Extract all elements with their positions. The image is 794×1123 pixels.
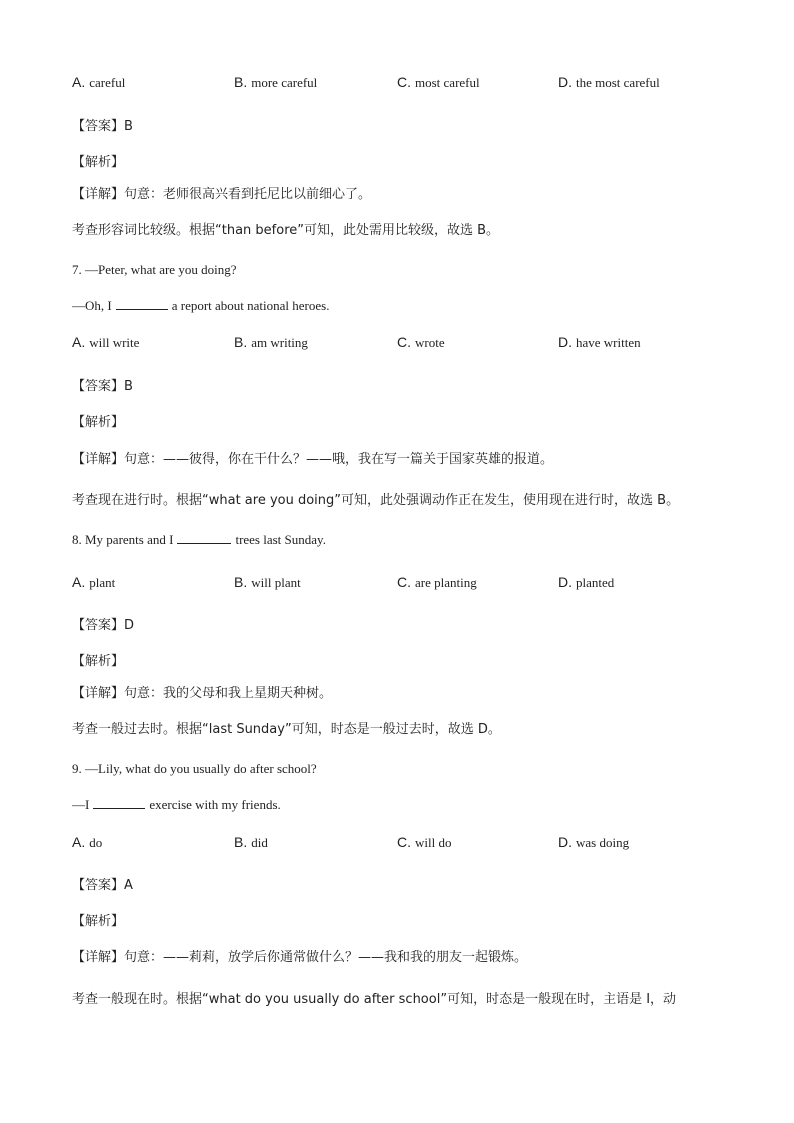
q9-answer: 【答案】A: [72, 878, 133, 893]
q9-option-a: A. do: [72, 834, 103, 850]
q6-answer: 【答案】B: [72, 119, 133, 134]
q7-option-b: B. am writing: [234, 334, 308, 350]
q6-explanation: 考查形容词比较级。根据“than before”可知，此处需用比较级，故选 B。: [72, 223, 500, 238]
q7-option-a: A. will write: [72, 334, 140, 350]
q8-analysis-label: 【解析】: [72, 654, 125, 669]
q6-option-a: A. careful: [72, 74, 126, 90]
q7-option-c: C. wrote: [397, 334, 445, 350]
q7-stem-line2: —Oh, I a report about national heroes.: [72, 298, 330, 313]
q7-stem-line1: 7. —Peter, what are you doing?: [72, 262, 237, 277]
q8-detail: 【详解】句意：我的父母和我上星期天种树。: [72, 686, 333, 701]
q6-analysis-label: 【解析】: [72, 155, 125, 170]
q9-detail: 【详解】句意：——莉莉，放学后你通常做什么？——我和我的朋友一起锻炼。: [72, 950, 528, 965]
q7-option-d: D. have written: [558, 334, 641, 350]
q8-stem: 8. My parents and I trees last Sunday.: [72, 532, 326, 547]
q9-stem-line2: —I exercise with my friends.: [72, 797, 281, 812]
q7-explanation: 考查现在进行时。根据“what are you doing”可知，此处强调动作正在发生，使用现在进行时，故选 B。: [72, 493, 680, 508]
q6-option-b: B. more careful: [234, 74, 318, 90]
q8-answer: 【答案】D: [72, 618, 135, 633]
q8-option-c: C. are planting: [397, 574, 477, 590]
q8-blank: [177, 533, 231, 544]
q9-analysis-label: 【解析】: [72, 914, 125, 929]
q6-option-c: C. most careful: [397, 74, 480, 90]
q7-detail: 【详解】句意：——彼得，你在干什么？——哦，我在写一篇关于国家英雄的报道。: [72, 452, 554, 467]
q8-explanation: 考查一般过去时。根据“last Sunday”可知，时态是一般过去时，故选 D。: [72, 722, 501, 737]
q9-stem-line1: 9. —Lily, what do you usually do after school?: [72, 761, 317, 776]
q8-option-a: A. plant: [72, 574, 116, 590]
q9-option-d: D. was doing: [558, 834, 630, 850]
q6-detail: 【详解】句意：老师很高兴看到托尼比以前细心了。: [72, 187, 372, 202]
q9-option-c: C. will do: [397, 834, 452, 850]
q9-blank: [93, 798, 145, 809]
q8-option-d: D. planted: [558, 574, 615, 590]
q7-blank: [116, 299, 168, 310]
q8-option-b: B. will plant: [234, 574, 301, 590]
q9-option-b: B. did: [234, 834, 268, 850]
q6-option-d: D. the most careful: [558, 74, 660, 90]
q9-explanation: 考查一般现在时。根据“what do you usually do after school”可知，时态是一般现在时，主语是 I，动: [72, 992, 677, 1007]
q7-answer: 【答案】B: [72, 379, 133, 394]
q7-analysis-label: 【解析】: [72, 415, 125, 430]
